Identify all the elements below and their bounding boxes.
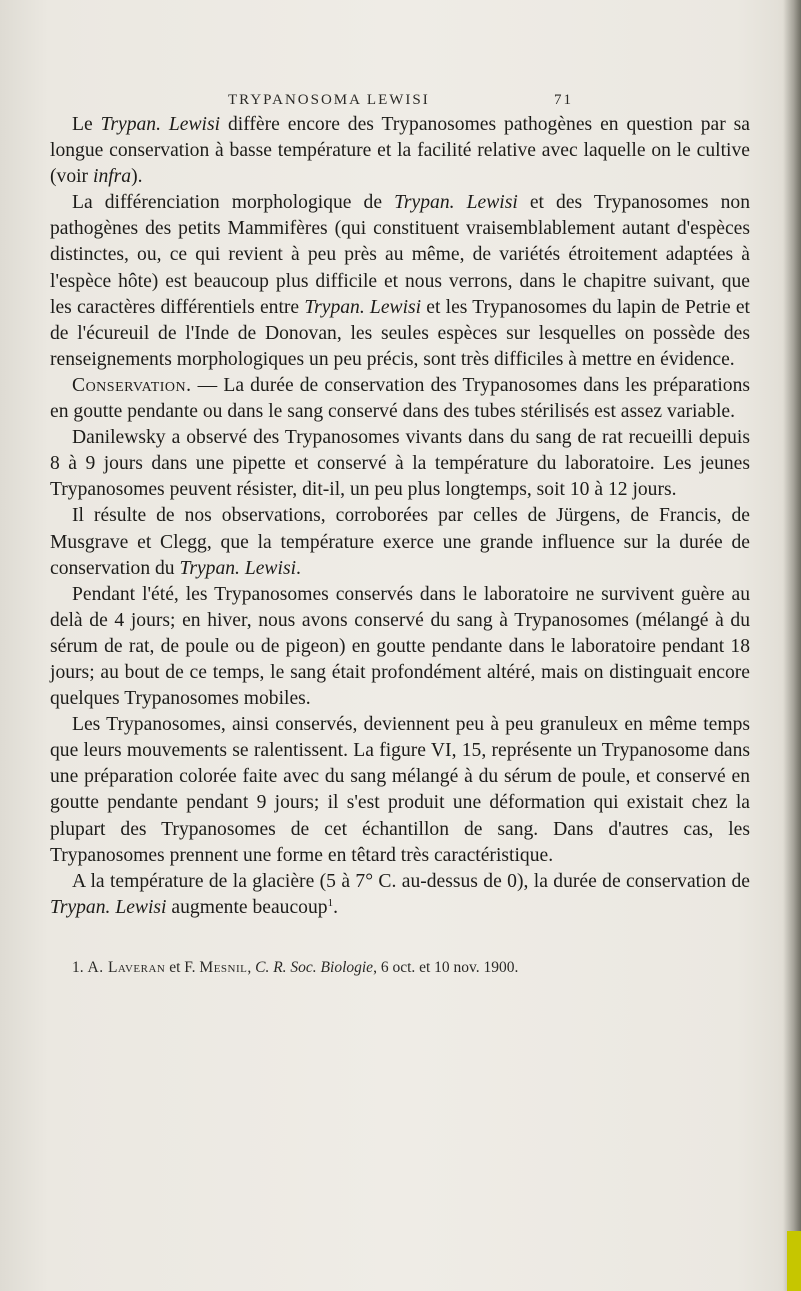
section-heading: Conservation. xyxy=(72,374,192,396)
running-title: TRYPANOSOMA LEWISI xyxy=(228,92,430,108)
paragraph: Danilewsky a observé des Trypanosomes vivants dans du sang de rat recueilli depuis 8 à 9 jours dans une pipette et conservé à la température du laboratoire. Les jeunes Trypanosomes peuvent résister, dit-il, un peu plus longtemps, soit 10 à 12 jours. xyxy=(50,427,750,501)
running-header xyxy=(228,92,573,109)
page-edge-shadow xyxy=(783,0,801,1291)
body-text xyxy=(50,112,750,921)
footnote: 1. A. Laveran et F. Mesnil, C. R. Soc. Biologie, 6 oct. et 10 nov. 1900. xyxy=(72,959,519,976)
page-corner-mark xyxy=(787,1231,801,1291)
paragraph-section-conservation: Conservation. — La durée de conservation des Trypanosomes dans les préparations en goutte pendante ou dans le sang conservé dans des tubes stérilisés est assez variable. xyxy=(50,374,750,423)
page-number: 71 xyxy=(554,92,573,108)
paragraph: Il résulte de nos observations, corroborées par celles de Jürgens, de Francis, de Musgrave et Clegg, que la température exerce une grande influence sur la durée de conservation du Trypan. Lewisi. xyxy=(50,505,750,579)
paragraph: Pendant l'été, les Trypanosomes conservés dans le laboratoire ne survivent guère au delà de 4 jours; en hiver, nous avons conservé du sang à Trypanosomes (mélangé à du sérum de rat, de poule ou de pigeon) en goutte pendante dans le laboratoire pendant 18 jours; au bout de ce temps, le sang était profondément altéré, mais on distinguait encore quelques Trypanosomes mobiles. xyxy=(50,583,750,710)
paragraph: Les Trypanosomes, ainsi conservés, deviennent peu à peu granuleux en même temps que leurs mouvements se ralentissent. La figure VI, 15, représente un Trypanosome dans une préparation colorée faite avec du sang mélangé à du sérum de poule, et conservé en goutte pendante pendant 9 jours; il s'est produit une déformation qui existait chez la plupart des Trypanosomes de cet échantillon de sang. Dans d'autres cas, les Trypanosomes prennent une forme en têtard très caractéristique. xyxy=(50,714,750,866)
paragraph: La différenciation morphologique de Trypan. Lewisi et des Trypanosomes non pathogènes des petits Mammifères (qui constituent vraisemblablement autant d'espèces distinctes, ou, ce qui revient à peu près au même, de variétés étroitement adaptées à l'espèce hôte) est beaucoup plus difficile et nous verrons, dans le chapitre suivant, que les caractères différentiels entre Trypan. Lewisi et les Trypanosomes du lapin de Petrie et de l'écureuil de l'Inde de Donovan, les seules espèces sur lesquelles on possède des renseignements morphologiques un peu précis, sont très difficiles à mettre en évidence. xyxy=(50,192,750,370)
paragraph: A la température de la glacière (5 à 7° C. au-dessus de 0), la durée de conservation de Trypan. Lewisi augmente beaucoup$^1$. xyxy=(50,870,750,918)
footnote-ref: 1 xyxy=(327,896,334,909)
paragraph: Le Trypan. Lewisi diffère encore des Trypanosomes pathogènes en question par sa longue conservation à basse température et la facilité relative avec laquelle on le cultive (voir infra). xyxy=(50,114,750,188)
